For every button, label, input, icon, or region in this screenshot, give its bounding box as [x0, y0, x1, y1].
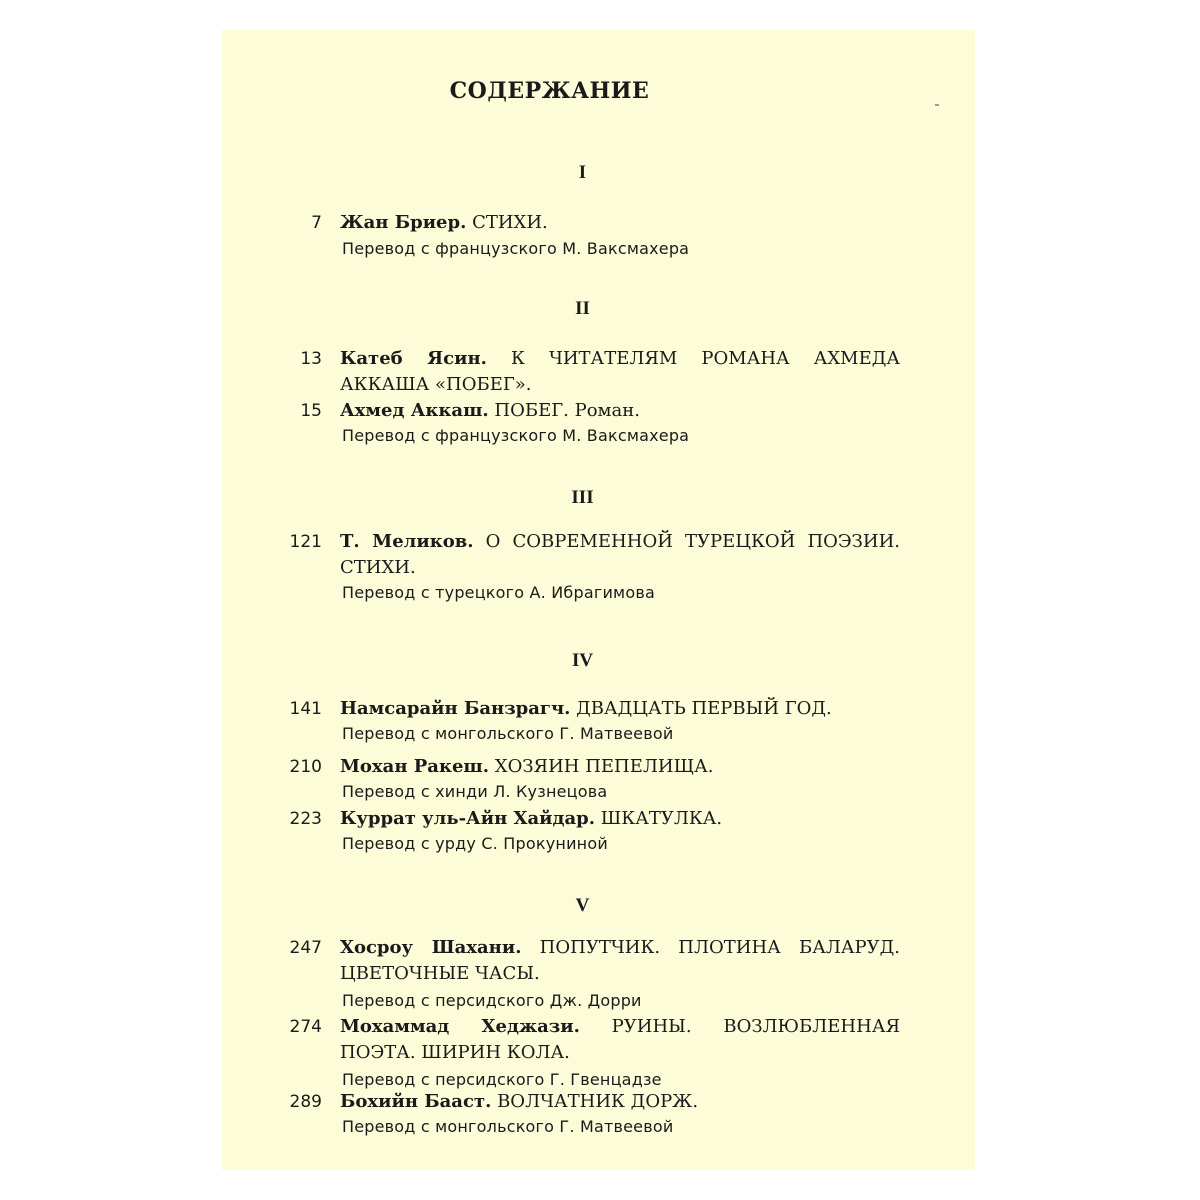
section-numeral: IV: [571, 650, 594, 671]
print-speck: [935, 104, 939, 106]
entry-translation: Перевод с персидского Дж. Дорри: [342, 991, 642, 1010]
entry-title: [340, 398, 900, 424]
entry-title: [340, 696, 900, 722]
entry-author: Куррат уль-Айн Хайдар.: [340, 808, 595, 829]
entry-title: [340, 754, 900, 780]
section-numeral: III: [571, 487, 594, 508]
entry-title: [340, 1014, 900, 1066]
entry-title: [340, 210, 900, 236]
entry-translation: Перевод с монгольского Г. Матвеевой: [342, 1117, 674, 1136]
entry-page-number: 223: [289, 809, 322, 829]
entry-translation: Перевод с монгольского Г. Матвеевой: [342, 724, 674, 743]
entry-work: ХОЗЯИН ПЕПЕЛИЩА.: [489, 756, 714, 777]
entry-translation: Перевод с урду С. Прокуниной: [342, 834, 608, 853]
entry-translation: Перевод с французского М. Ваксмахера: [342, 426, 690, 445]
entry-page-number: 289: [289, 1092, 322, 1112]
entry-title: [340, 935, 900, 987]
entry-work: ВОЛЧАТНИК ДОРЖ.: [491, 1091, 699, 1112]
entry-page-number: 13: [300, 349, 322, 369]
entry-author: Намсарайн Банзрагч.: [340, 698, 571, 719]
entry-title: [340, 346, 900, 398]
entry-work: ШКАТУЛКА.: [595, 808, 723, 829]
entry-author: Бохийн Бааст.: [340, 1091, 492, 1112]
entry-work: ПОПУТЧИК. ПЛОТИНА БАЛАРУД. ЦВЕТОЧНЫЕ ЧАСЫ.: [340, 937, 900, 984]
page-title: СОДЕРЖАНИЕ: [449, 78, 650, 104]
entry-work: ДВАДЦАТЬ ПЕРВЫЙ ГОД.: [570, 698, 832, 719]
entry-title: [340, 806, 900, 832]
entry-author: Мохаммад Хеджази.: [340, 1016, 580, 1037]
entry-author: Мохан Ракеш.: [340, 756, 490, 777]
entry-author: Катеб Ясин.: [340, 348, 487, 369]
entry-page-number: 141: [289, 699, 322, 719]
entry-title: [340, 1089, 900, 1115]
entry-translation: Перевод с турецкого А. Ибрагимова: [342, 583, 655, 602]
entry-work: СТИХИ.: [466, 212, 548, 233]
entry-page-number: 210: [289, 757, 322, 777]
entry-author: Т. Меликов.: [340, 531, 474, 552]
entry-author: Ахмед Аккаш.: [340, 400, 489, 421]
entry-page-number: 274: [289, 1017, 322, 1037]
entry-author: Хосроу Шахани.: [340, 937, 522, 958]
entry-title: [340, 529, 900, 581]
entry-page-number: 15: [300, 401, 322, 421]
entry-translation: Перевод с французского М. Ваксмахера: [342, 239, 690, 258]
entry-translation: Перевод с хинди Л. Кузнецова: [342, 782, 608, 801]
entry-work: О СОВРЕМЕННОЙ ТУРЕЦКОЙ ПОЭЗИИ. СТИХИ.: [340, 531, 901, 578]
entry-page-number: 121: [289, 532, 322, 552]
entry-work: К ЧИТАТЕЛЯМ РОМАНА АХМЕДА АККАША «ПОБЕГ».: [340, 348, 900, 395]
section-numeral: I: [578, 162, 587, 183]
entry-page-number: 7: [311, 213, 322, 233]
entry-work: ПОБЕГ. Роман.: [488, 400, 640, 421]
entry-page-number: 247: [289, 938, 322, 958]
section-numeral: II: [575, 298, 590, 319]
entry-translation: Перевод с персидского Г. Гвенцадзе: [342, 1070, 662, 1089]
entry-work: РУИНЫ. ВОЗЛЮБЛЕННАЯ ПОЭТА. ШИРИН КОЛА.: [340, 1016, 900, 1063]
section-numeral: V: [575, 895, 590, 916]
entry-author: Жан Бриер.: [340, 212, 467, 233]
book-page: [222, 30, 975, 1170]
